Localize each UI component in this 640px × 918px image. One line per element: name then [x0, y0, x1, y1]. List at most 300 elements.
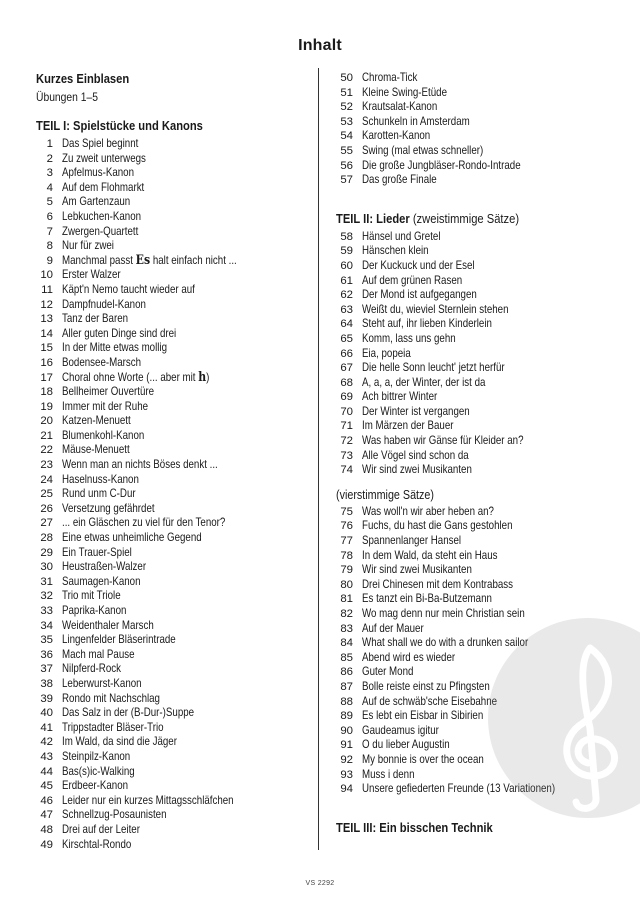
toc-entry: [336, 534, 606, 549]
entry-title-text: Kleine Swing-Etüde: [362, 85, 447, 99]
entry-title: [62, 239, 114, 254]
entry-title-text: Die helle Sonn leucht' jetzt herfür: [362, 361, 505, 375]
entry-number: 4: [46, 181, 53, 194]
entry-title-text: Auf dem grünen Rasen: [362, 273, 463, 287]
toc-entry: [336, 607, 606, 622]
entry-title: [62, 648, 135, 663]
toc-entry: [336, 753, 606, 768]
toc-entry: [336, 71, 606, 86]
entry-title-text: Drei auf der Leiter: [62, 822, 140, 836]
entry-title: [62, 298, 146, 313]
entry-title: [62, 560, 146, 575]
entry-number: 93: [340, 768, 353, 781]
entry-title-text: Rund unm C-Dur: [62, 487, 136, 501]
entry-title-text: Aller guten Dinge sind drei: [62, 326, 177, 340]
entry-title: [362, 115, 470, 130]
entry-title-text: Heustraßen-Walzer: [62, 560, 147, 574]
entry-title-text: Paprika-Kanon: [62, 604, 127, 617]
entry-title-text: Apfelmus-Kanon: [62, 166, 135, 180]
entry-number: 1: [46, 138, 53, 150]
entry-title-text: Versetzung gefährdet: [62, 501, 155, 515]
toc-entry: [36, 677, 308, 692]
entry-number: 30: [40, 561, 53, 574]
entry-title-text: Leider nur ein kurzes Mittagsschläfchen: [62, 793, 234, 807]
warmup-subheading: Übungen 1–5: [36, 90, 98, 104]
toc-entry: [36, 254, 308, 269]
toc-entry: [336, 332, 606, 347]
toc-entry: [36, 356, 308, 371]
toc-entry: [36, 414, 308, 429]
entry-title: [362, 449, 469, 464]
entry-title-text: Hänsel und Gretel: [362, 229, 441, 243]
entry-title-text: Weidenthaler Marsch: [62, 618, 154, 632]
entry-number: 62: [340, 289, 353, 302]
entry-number: 89: [340, 710, 353, 723]
entry-number: 59: [340, 245, 353, 258]
entry-title-text: Zu zweit unterwegs: [62, 151, 146, 165]
entry-title: [362, 434, 524, 449]
toc-entry: [336, 505, 606, 520]
page-footer: VS 2292: [305, 880, 335, 887]
entry-title: [62, 794, 234, 809]
entry-number: 51: [340, 86, 353, 99]
entry-title-text: Bellheimer Ouvertüre: [62, 385, 155, 399]
entry-title-text: Ein Trauer-Spiel: [62, 545, 132, 559]
toc-entry: [36, 239, 308, 254]
entry-number: 28: [40, 532, 53, 545]
entry-title: [362, 505, 494, 520]
toc-entry: [36, 794, 308, 809]
entry-number: 92: [340, 753, 353, 766]
entry-title-text: Trio mit Triole: [62, 589, 121, 603]
entry-number: 10: [40, 269, 53, 282]
entry-number: 41: [40, 721, 53, 734]
entry-title-text: Fuchs, du hast die Gans gestohlen: [362, 519, 513, 533]
toc-entry: [336, 665, 606, 680]
entry-number: 49: [40, 838, 53, 851]
entry-title: [62, 166, 134, 181]
entry-title-text: Lebkuchen-Kanon: [62, 209, 142, 223]
entry-number: 94: [340, 783, 353, 796]
entry-title-text: Komm, lass uns gehn: [362, 331, 456, 345]
part2-entry-list: [336, 230, 606, 478]
entry-number: 31: [40, 575, 53, 588]
right-column: [336, 71, 606, 835]
entry-number: 7: [46, 225, 53, 238]
entry-title: [362, 578, 513, 593]
entry-number: 21: [40, 429, 53, 442]
entry-note-name: Es: [135, 252, 151, 268]
entry-title: [362, 607, 525, 622]
entry-title-text: Haselnuss-Kanon: [62, 472, 139, 486]
entry-title: [62, 765, 135, 780]
entry-title-text: Choral ohne Worte (... aber mit: [62, 370, 196, 384]
toc-entry: [36, 195, 308, 210]
entry-number: 44: [40, 765, 53, 778]
entry-title: [362, 665, 413, 680]
entry-title-text: Erdbeer-Kanon: [62, 779, 129, 793]
entry-title-text: Im Märzen der Bauer: [362, 419, 454, 433]
entry-title-text: Katzen-Menuett: [62, 414, 131, 428]
entry-number: 53: [340, 115, 353, 128]
toc-entry: [36, 152, 308, 167]
entry-title-text: Der Winter ist vergangen: [362, 404, 470, 418]
toc-entry: [36, 502, 308, 517]
toc-entry: [36, 312, 308, 327]
toc-entry: [336, 115, 606, 130]
entry-title: [62, 721, 164, 736]
entry-title-text: Bodensee-Marsch: [62, 355, 142, 369]
toc-entry: [336, 738, 606, 753]
part2-heading-note: (zweistimmige Sätze): [412, 210, 520, 226]
entry-title: [62, 823, 140, 838]
toc-entry: [336, 724, 606, 739]
entry-number: 81: [340, 593, 353, 606]
entry-title-text: Muss i denn: [362, 767, 415, 781]
entry-title-text: Was haben wir Gänse für Kleider an?: [362, 434, 524, 448]
toc-entry: [336, 592, 606, 607]
entry-title: [362, 274, 462, 289]
toc-entry: [36, 371, 308, 386]
entry-number: 80: [340, 578, 353, 591]
entry-number: 48: [40, 823, 53, 836]
entry-title: [62, 633, 176, 648]
entry-title-text: Lingenfelder Bläserintrade: [62, 633, 176, 647]
entry-title-text: Hänschen klein: [362, 244, 429, 258]
entry-title-text: Zwergen-Quartett: [62, 224, 139, 238]
entry-number: 79: [340, 564, 353, 577]
entry-number: 74: [340, 464, 353, 477]
toc-entry: [36, 487, 308, 502]
toc-entry: [336, 288, 606, 303]
entry-title: [362, 288, 477, 303]
toc-entry: [36, 516, 308, 531]
entry-title-text: Kirschtal-Rondo: [62, 837, 132, 851]
entry-title: [62, 371, 209, 386]
toc-entry: [36, 429, 308, 444]
toc-entry: [336, 782, 606, 797]
entry-title-text: Was woll'n wir aber heben an?: [362, 504, 494, 518]
entry-title: [362, 230, 441, 245]
toc-entry: [336, 173, 606, 188]
entry-number: 2: [46, 152, 53, 165]
entry-number: 42: [40, 736, 53, 749]
entry-title: [62, 677, 142, 692]
toc-entry: [336, 636, 606, 651]
entry-title: [62, 195, 130, 210]
entry-title: [362, 709, 483, 724]
entry-title: [362, 129, 430, 144]
toc-entry: [336, 100, 606, 115]
toc-entry: [336, 549, 606, 564]
entry-title: [62, 750, 130, 765]
entry-title-text: Rondo mit Nachschlag: [62, 691, 160, 705]
toc-entry: [36, 210, 308, 225]
left-column: [36, 71, 308, 852]
entry-title: [62, 662, 121, 677]
entry-number: 9: [46, 254, 53, 267]
entry-number: 54: [340, 130, 353, 143]
entry-title: [62, 254, 237, 269]
entry-title: [62, 327, 176, 342]
entry-number: 25: [40, 488, 53, 501]
toc-entry: [36, 283, 308, 298]
entry-number: 55: [340, 144, 353, 157]
part1-heading: TEIL I: Spielstücke und Kanons: [36, 118, 203, 133]
entry-title-text: Guter Mond: [362, 665, 414, 679]
entry-note-name: h: [198, 369, 207, 385]
entry-title-text: Auf de schwäb'sche Eisebahne: [362, 694, 498, 708]
toc-entry: [36, 400, 308, 415]
entry-title: [362, 534, 461, 549]
toc-entry: [36, 225, 308, 240]
entry-title: [62, 225, 138, 240]
entry-title: [362, 159, 521, 174]
entry-title: [362, 738, 450, 753]
entry-number: 5: [46, 196, 53, 209]
toc-entry: [336, 405, 606, 420]
entry-number: 60: [340, 259, 353, 272]
entry-number: 13: [40, 313, 53, 326]
entry-title-text: Trippstadter Bläser-Trio: [62, 720, 164, 734]
entry-title: [362, 144, 483, 159]
toc-entry: [36, 706, 308, 721]
part1-entry-list: [36, 137, 308, 852]
entry-title: [62, 502, 155, 517]
toc-entry: [336, 317, 606, 332]
entry-title: [362, 100, 437, 115]
toc-entry: [36, 298, 308, 313]
entry-title-tail: halt einfach nicht ...: [152, 253, 237, 267]
entry-title-text: Es lebt ein Eisbar in Sibirien: [362, 709, 484, 723]
entry-title-text: Auf dem Flohmarkt: [62, 180, 145, 194]
toc-entry: [36, 604, 308, 619]
entry-number: 63: [340, 303, 353, 316]
toc-entry: [36, 589, 308, 604]
toc-entry: [36, 823, 308, 838]
entry-number: 37: [40, 663, 53, 676]
entry-title-text: Käpt'n Nemo taucht wieder auf: [62, 282, 195, 296]
toc-entry: [336, 434, 606, 449]
entry-title-text: Leberwurst-Kanon: [62, 676, 142, 690]
entry-number: 83: [340, 622, 353, 635]
entry-number: 57: [340, 174, 353, 187]
entry-number: 20: [40, 415, 53, 428]
entry-title: [362, 753, 484, 768]
toc-entry: [36, 808, 308, 823]
entry-number: 70: [340, 405, 353, 418]
toc-entry: [336, 680, 606, 695]
entry-title-text: Es tanzt ein Bi-Ba-Butzemann: [362, 592, 492, 606]
entry-title-text: Nur für zwei: [62, 239, 114, 253]
entry-number: 78: [340, 549, 353, 562]
entry-title: [362, 71, 417, 86]
entry-title-text: Die große Jungbläser-Rondo-Intrade: [362, 158, 521, 172]
entry-title: [362, 419, 453, 434]
entry-title-text: Nilpferd-Rock: [62, 662, 121, 676]
entry-number: 67: [340, 362, 353, 375]
toc-entry: [36, 531, 308, 546]
entry-number: 23: [40, 459, 53, 472]
entry-title-text: Manchmal passt: [62, 253, 133, 267]
entry-title: [62, 604, 126, 619]
entry-title: [362, 519, 513, 534]
entry-title: [362, 463, 472, 478]
toc-entry: [36, 633, 308, 648]
entry-title-text: Eia, popeia: [362, 346, 411, 360]
toc-entry: [336, 449, 606, 464]
toc-entry: [336, 651, 606, 666]
toc-entry: [36, 181, 308, 196]
entry-title: [362, 724, 439, 739]
entry-number: 46: [40, 794, 53, 807]
entry-title: [62, 516, 225, 531]
entry-title: [62, 268, 121, 283]
toc-entry: [36, 560, 308, 575]
toc-entry: [336, 230, 606, 245]
entry-title-text: In der Mitte etwas mollig: [62, 341, 168, 355]
toc-entry: [336, 768, 606, 783]
entry-title: [362, 782, 555, 797]
entry-number: 50: [340, 72, 353, 84]
entry-title-text: O du lieber Augustin: [362, 738, 450, 752]
entry-title: [62, 443, 130, 458]
toc-entry: [36, 166, 308, 181]
entry-title-text: Wir sind zwei Musikanten: [362, 563, 472, 577]
entry-title: [62, 137, 138, 152]
toc-entry: [36, 838, 308, 853]
entry-title-text: Immer mit der Ruhe: [62, 399, 149, 413]
entry-title: [62, 414, 131, 429]
entry-title: [362, 563, 472, 578]
entry-number: 15: [40, 342, 53, 355]
entry-number: 88: [340, 695, 353, 708]
entry-number: 34: [40, 619, 53, 632]
toc-entry: [336, 144, 606, 159]
entry-number: 38: [40, 677, 53, 690]
entry-title: [62, 619, 154, 634]
entry-number: 61: [340, 274, 353, 287]
toc-entry: [336, 274, 606, 289]
part3-heading: TEIL III: Ein bisschen Technik: [336, 819, 493, 835]
part2-heading-title: TEIL II: Lieder: [336, 210, 410, 226]
entry-title-text: Wir sind zwei Musikanten: [362, 463, 472, 477]
toc-entry: [336, 578, 606, 593]
toc-entry: [36, 721, 308, 736]
entry-title-text: Dampfnudel-Kanon: [62, 297, 146, 311]
entry-title-text: Bas(s)ic-Walking: [62, 764, 135, 778]
entry-title-text: Wenn man an nichts Böses denkt ...: [62, 458, 218, 472]
entry-title-text: Ach bittrer Winter: [362, 390, 438, 404]
entry-number: 75: [340, 505, 353, 518]
entry-number: 3: [46, 167, 53, 180]
entry-title-text: Unsere gefiederten Freunde (13 Variationen): [362, 782, 556, 796]
entry-title: [362, 549, 498, 564]
entry-title: [362, 622, 424, 637]
entry-title-text: Der Kuckuck und der Esel: [362, 258, 475, 272]
entry-title-text: Im Wald, da sind die Jäger: [62, 735, 177, 749]
entry-number: 85: [340, 651, 353, 664]
entry-number: 90: [340, 724, 353, 737]
toc-entry: [336, 159, 606, 174]
entry-title-text: Mäuse-Menuett: [62, 443, 130, 457]
entry-number: 64: [340, 318, 353, 331]
entry-title: [62, 429, 144, 444]
toc-entry: [36, 750, 308, 765]
entry-title-text: Mach mal Pause: [62, 647, 135, 661]
page-title: Inhalt: [298, 37, 342, 54]
toc-entry: [336, 519, 606, 534]
entry-title-text: My bonnie is over the ocean: [362, 752, 484, 766]
entry-title-text: In dem Wald, da steht ein Haus: [362, 548, 498, 562]
entry-title-text: Auf der Mauer: [362, 621, 424, 635]
entry-title: [62, 312, 128, 327]
entry-title-text: Chroma-Tick: [362, 71, 418, 84]
entry-title: [62, 808, 166, 823]
toc-entry: [336, 463, 606, 478]
entry-title: [62, 779, 128, 794]
entry-number: 71: [340, 420, 353, 433]
entry-number: 84: [340, 637, 353, 650]
entry-title: [362, 390, 437, 405]
toc-entry: [36, 735, 308, 750]
entry-title: [62, 706, 194, 721]
entry-title: [62, 546, 132, 561]
entry-title: [62, 692, 160, 707]
entry-title-text: Erster Walzer: [62, 268, 121, 282]
entry-title: [62, 575, 141, 590]
toc-entry: [36, 619, 308, 634]
entry-number: 77: [340, 535, 353, 548]
entry-number: 24: [40, 473, 53, 486]
entry-title: [62, 589, 121, 604]
entry-title: [62, 838, 131, 853]
toc-entry: [336, 303, 606, 318]
entry-title: [362, 636, 528, 651]
toc-entry: [36, 692, 308, 707]
entry-number: 22: [40, 444, 53, 457]
toc-entry: [336, 709, 606, 724]
entry-title-text: Spannenlanger Hansel: [362, 534, 462, 548]
entry-number: 19: [40, 400, 53, 413]
entry-title: [62, 385, 154, 400]
entry-title: [362, 173, 437, 188]
entry-number: 43: [40, 750, 53, 763]
entry-number: 82: [340, 608, 353, 620]
entry-title: [362, 317, 492, 332]
entry-number: 73: [340, 449, 353, 462]
entry-title-text: Saumagen-Kanon: [62, 574, 141, 588]
toc-entry: [336, 695, 606, 710]
entry-number: 91: [340, 739, 353, 752]
entry-title-text: ... ein Gläschen zu viel für den Tenor?: [62, 516, 226, 530]
toc-entry: [336, 347, 606, 362]
entry-title: [62, 735, 177, 750]
entry-number: 69: [340, 391, 353, 404]
entry-number: 68: [340, 376, 353, 389]
toc-entry: [336, 622, 606, 637]
toc-entry: [36, 341, 308, 356]
entry-title-text: Tanz der Baren: [62, 312, 129, 326]
toc-entry: [36, 268, 308, 283]
entry-title: [362, 303, 509, 318]
entry-number: 18: [40, 386, 53, 399]
entry-number: 39: [40, 692, 53, 705]
warmup-heading: Kurzes Einblasen: [36, 71, 130, 86]
toc-entry: [36, 458, 308, 473]
entry-title-text: Wo mag denn nur mein Christian sein: [362, 607, 525, 620]
toc-entry: [36, 443, 308, 458]
